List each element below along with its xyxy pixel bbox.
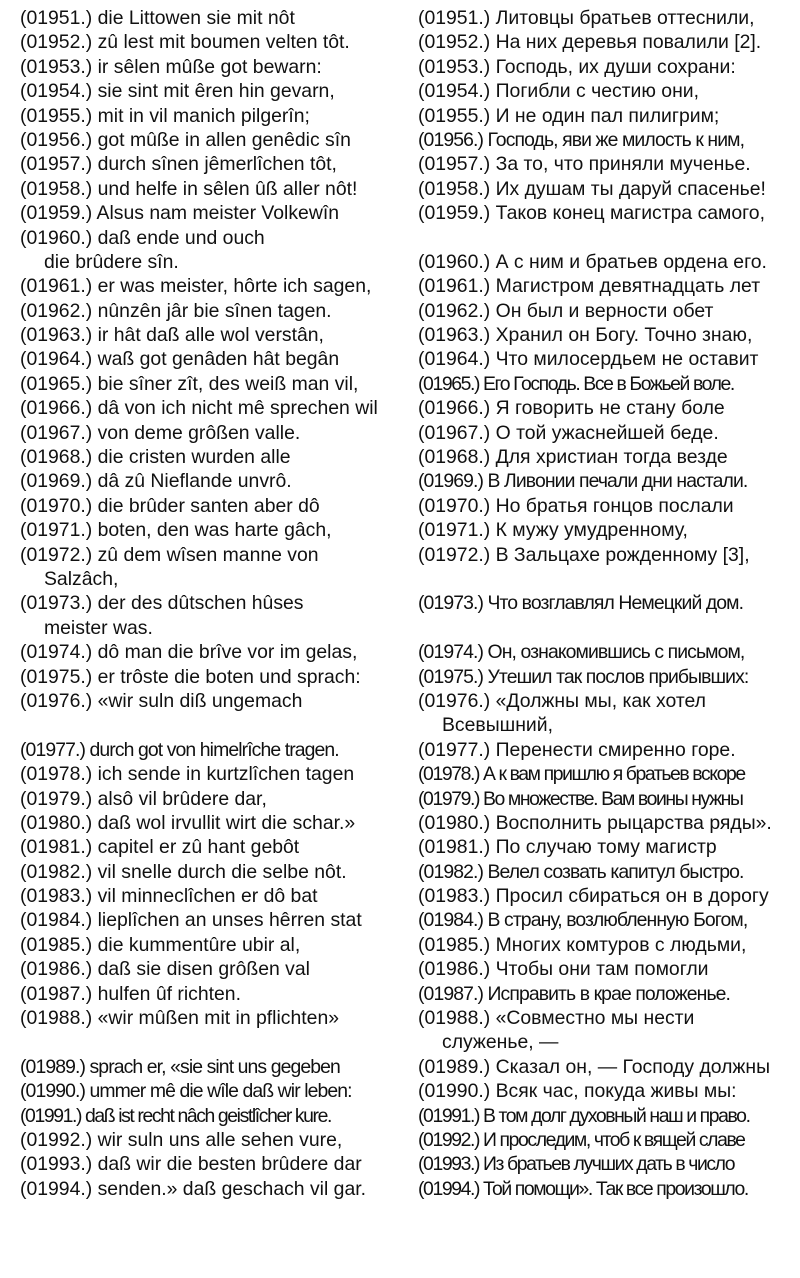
verse-line: (01993.) daß wir die besten brûdere dar xyxy=(20,1153,362,1176)
verse-line: (01960.) А с ним и братьев ордена его. xyxy=(418,250,767,273)
verse-line: (01959.) Таков конец магистра самого, xyxy=(418,202,765,225)
verse-line: (01967.) von deme grôßen valle. xyxy=(20,421,301,444)
verse-line: (01974.) dô man die brîve vor im gelas, xyxy=(20,641,358,664)
verse-line: (01954.) sie sint mit êren hin gevarn, xyxy=(20,80,335,103)
verse-line: (01992.) wir suln uns alle sehen vure, xyxy=(20,1128,343,1151)
verse-line: (01983.) vil minneclîchen er dô bat xyxy=(20,885,318,908)
verse-line: (01962.) nûnzên jâr bie sînen tagen. xyxy=(20,299,332,322)
verse-line: (01959.) Alsus nam meister Volkewîn xyxy=(20,202,340,225)
verse-line: (01978.) ich sende in kurtzlîchen tagen xyxy=(20,763,355,786)
verse-line: (01981.) По случаю тому магистр xyxy=(418,836,717,859)
russian-translation-column xyxy=(418,6,800,1201)
verse-line: (01988.) «Совместно мы нести xyxy=(418,1007,695,1030)
verse-line: (01972.) zû dem wîsen manne von xyxy=(20,543,319,566)
verse-line: (01982.) vil snelle durch die selbe nôt. xyxy=(20,860,347,883)
verse-line: (01955.) И не один пал пилигрим; xyxy=(418,104,720,127)
verse-line: (01978.) А к вам пришлю я братьев вскоре xyxy=(418,763,745,786)
verse-line: (01960.) daß ende und ouch xyxy=(20,226,265,249)
verse-line: (01954.) Погибли с честию они, xyxy=(418,80,700,103)
verse-line: (01985.) die kummentûre ubir al, xyxy=(20,933,301,956)
verse-line: (01974.) Он, ознакомившись с письмом, xyxy=(418,641,745,664)
verse-line: (01970.) die brûder santen aber dô xyxy=(20,494,320,517)
verse-line: (01962.) Он был и верности обет xyxy=(418,299,714,322)
verse-line: (01951.) Литовцы братьев оттеснили, xyxy=(418,7,755,29)
verse-line-continuation: Всевышний, xyxy=(442,714,553,737)
verse-line: (01982.) Велел созвать капитул быстро. xyxy=(418,860,744,883)
verse-line: (01979.) Во множестве. Вам воины нужны xyxy=(418,787,743,810)
blank-line xyxy=(20,1030,398,1054)
verse-line: (01969.) dâ zû Nieflande unvrô. xyxy=(20,470,292,493)
verse-line: (01951.) die Littowen sie mit nôt xyxy=(20,7,295,29)
verse-line: (01985.) Многих комтуров с людьми, xyxy=(418,933,747,956)
verse-line: (01991.) В том долг духовный наш и право. xyxy=(418,1104,750,1127)
verse-line: (01971.) boten, den was harte gâch, xyxy=(20,519,332,542)
blank-line xyxy=(20,713,398,737)
verse-line: (01994.) senden.» daß geschach vil gar. xyxy=(20,1177,367,1200)
verse-line: (01990.) ummer mê die wîle daß wir leben: xyxy=(20,1080,352,1103)
verse-line: (01994.) Той помощи». Так все произошло. xyxy=(418,1177,748,1200)
verse-line: (01977.) Перенести смиренно горе. xyxy=(418,738,736,761)
verse-line: (01964.) waß got genâden hât begân xyxy=(20,348,340,371)
verse-line: (01971.) К мужу умудренному, xyxy=(418,519,688,542)
verse-line: (01986.) Чтобы они там помогли xyxy=(418,958,709,981)
verse-line: (01973.) Что возглавлял Немецкий дом. xyxy=(418,592,744,615)
verse-line: (01952.) zû lest mit boumen velten tôt. xyxy=(20,31,350,54)
verse-line: (01968.) die cristen wurden alle xyxy=(20,446,291,469)
verse-line: (01965.) bie sîner zît, des weiß man vil, xyxy=(20,372,359,395)
verse-line: (01975.) Утешил так послов прибывших: xyxy=(418,665,749,688)
verse-line-continuation: die brûdere sîn. xyxy=(44,250,179,273)
verse-line: (01963.) Хранил он Богу. Точно знаю, xyxy=(418,324,753,347)
verse-line: (01979.) alsô vil brûdere dar, xyxy=(20,787,267,810)
verse-line: (01973.) der des dûtschen hûses xyxy=(20,592,304,615)
verse-line: (01952.) На них деревья повалили [2]. xyxy=(418,31,762,54)
verse-line: (01989.) sprach er, «sie sint uns gegeben xyxy=(20,1055,340,1078)
verse-line: (01975.) er trôste die boten und sprach: xyxy=(20,665,361,688)
verse-line: (01984.) В страну, возлюбленную Богом, xyxy=(418,909,748,932)
verse-line: (01955.) mit in vil manich pilgerîn; xyxy=(20,104,310,127)
verse-line: (01972.) В Зальцахе рожденному [3], xyxy=(418,543,750,566)
verse-line: (01988.) «wir mûßen mit in pflichten» xyxy=(20,1007,340,1030)
verse-line: (01970.) Но братья гонцов послали xyxy=(418,494,734,517)
verse-line: (01989.) Сказал он, — Господу должны xyxy=(418,1055,771,1078)
verse-line: (01957.) durch sînen jêmerlîchen tôt, xyxy=(20,153,337,176)
verse-line: (01986.) daß sie disen grôßen val xyxy=(20,958,310,981)
blank-line xyxy=(418,226,800,250)
verse-line: (01965.) Его Господь. Все в Божьей воле. xyxy=(418,372,734,395)
verse-line: (01958.) und helfe in sêlen ûß aller nôt! xyxy=(20,177,358,200)
verse-line: (01992.) И проследим, чтоб к вящей славе xyxy=(418,1128,745,1151)
middle-high-german-column xyxy=(20,6,398,1201)
verse-line: (01967.) О той ужаснейшей беде. xyxy=(418,421,719,444)
verse-line: (01961.) er was meister, hôrte ich sagen, xyxy=(20,275,372,298)
verse-line: (01966.) Я говорить не стану боле xyxy=(418,397,725,420)
verse-line: (01981.) capitel er zû hant gebôt xyxy=(20,836,300,859)
verse-line: (01980.) Восполнить рыцарства ряды». xyxy=(418,811,772,834)
verse-line: (01956.) got mûße in allen genêdic sîn xyxy=(20,128,351,151)
verse-line: (01993.) Из братьев лучших дать в число xyxy=(418,1153,735,1176)
verse-line: (01958.) Их душам ты даруй спасенье! xyxy=(418,177,766,200)
blank-line xyxy=(418,567,800,591)
verse-line-continuation: Salzâch, xyxy=(44,567,119,590)
verse-line: (01964.) Что милосердьем не оставит xyxy=(418,348,759,371)
verse-line: (01963.) ir hât daß alle wol verstân, xyxy=(20,324,324,347)
verse-line: (01957.) За то, что приняли мученье. xyxy=(418,153,751,176)
verse-line: (01987.) Исправить в крае положенье. xyxy=(418,982,731,1005)
verse-line: (01991.) daß ist recht nâch geistlîcher kure. xyxy=(20,1104,331,1127)
verse-line: (01976.) «Должны мы, как хотел xyxy=(418,689,706,712)
verse-line: (01966.) dâ von ich nicht mê sprechen wil xyxy=(20,397,378,420)
verse-line-continuation: meister was. xyxy=(44,616,153,639)
verse-line-continuation: служенье, — xyxy=(442,1031,559,1054)
verse-line: (01956.) Господь, яви же милость к ним, xyxy=(418,128,745,151)
verse-line: (01961.) Магистром девятнадцать лет xyxy=(418,275,761,298)
verse-line: (01976.) «wir suln diß ungemach xyxy=(20,689,303,712)
blank-line xyxy=(418,616,800,640)
verse-line: (01953.) ir sêlen mûße got bewarn: xyxy=(20,55,322,78)
verse-line: (01987.) hulfen ûf richten. xyxy=(20,982,241,1005)
verse-line: (01980.) daß wol irvullit wirt die schar.» xyxy=(20,811,356,834)
verse-line: (01953.) Господь, их души сохрани: xyxy=(418,55,736,78)
verse-line: (01984.) lieplîchen an unses hêrren stat xyxy=(20,909,362,932)
verse-line: (01990.) Всяк час, покуда живы мы: xyxy=(418,1080,737,1103)
verse-line: (01968.) Для христиан тогда везде xyxy=(418,446,728,469)
verse-line: (01977.) durch got von himelrîche tragen. xyxy=(20,738,339,761)
verse-line: (01983.) Просил сбираться он в дорогу xyxy=(418,885,769,908)
verse-line: (01969.) В Ливонии печали дни настали. xyxy=(418,470,748,493)
